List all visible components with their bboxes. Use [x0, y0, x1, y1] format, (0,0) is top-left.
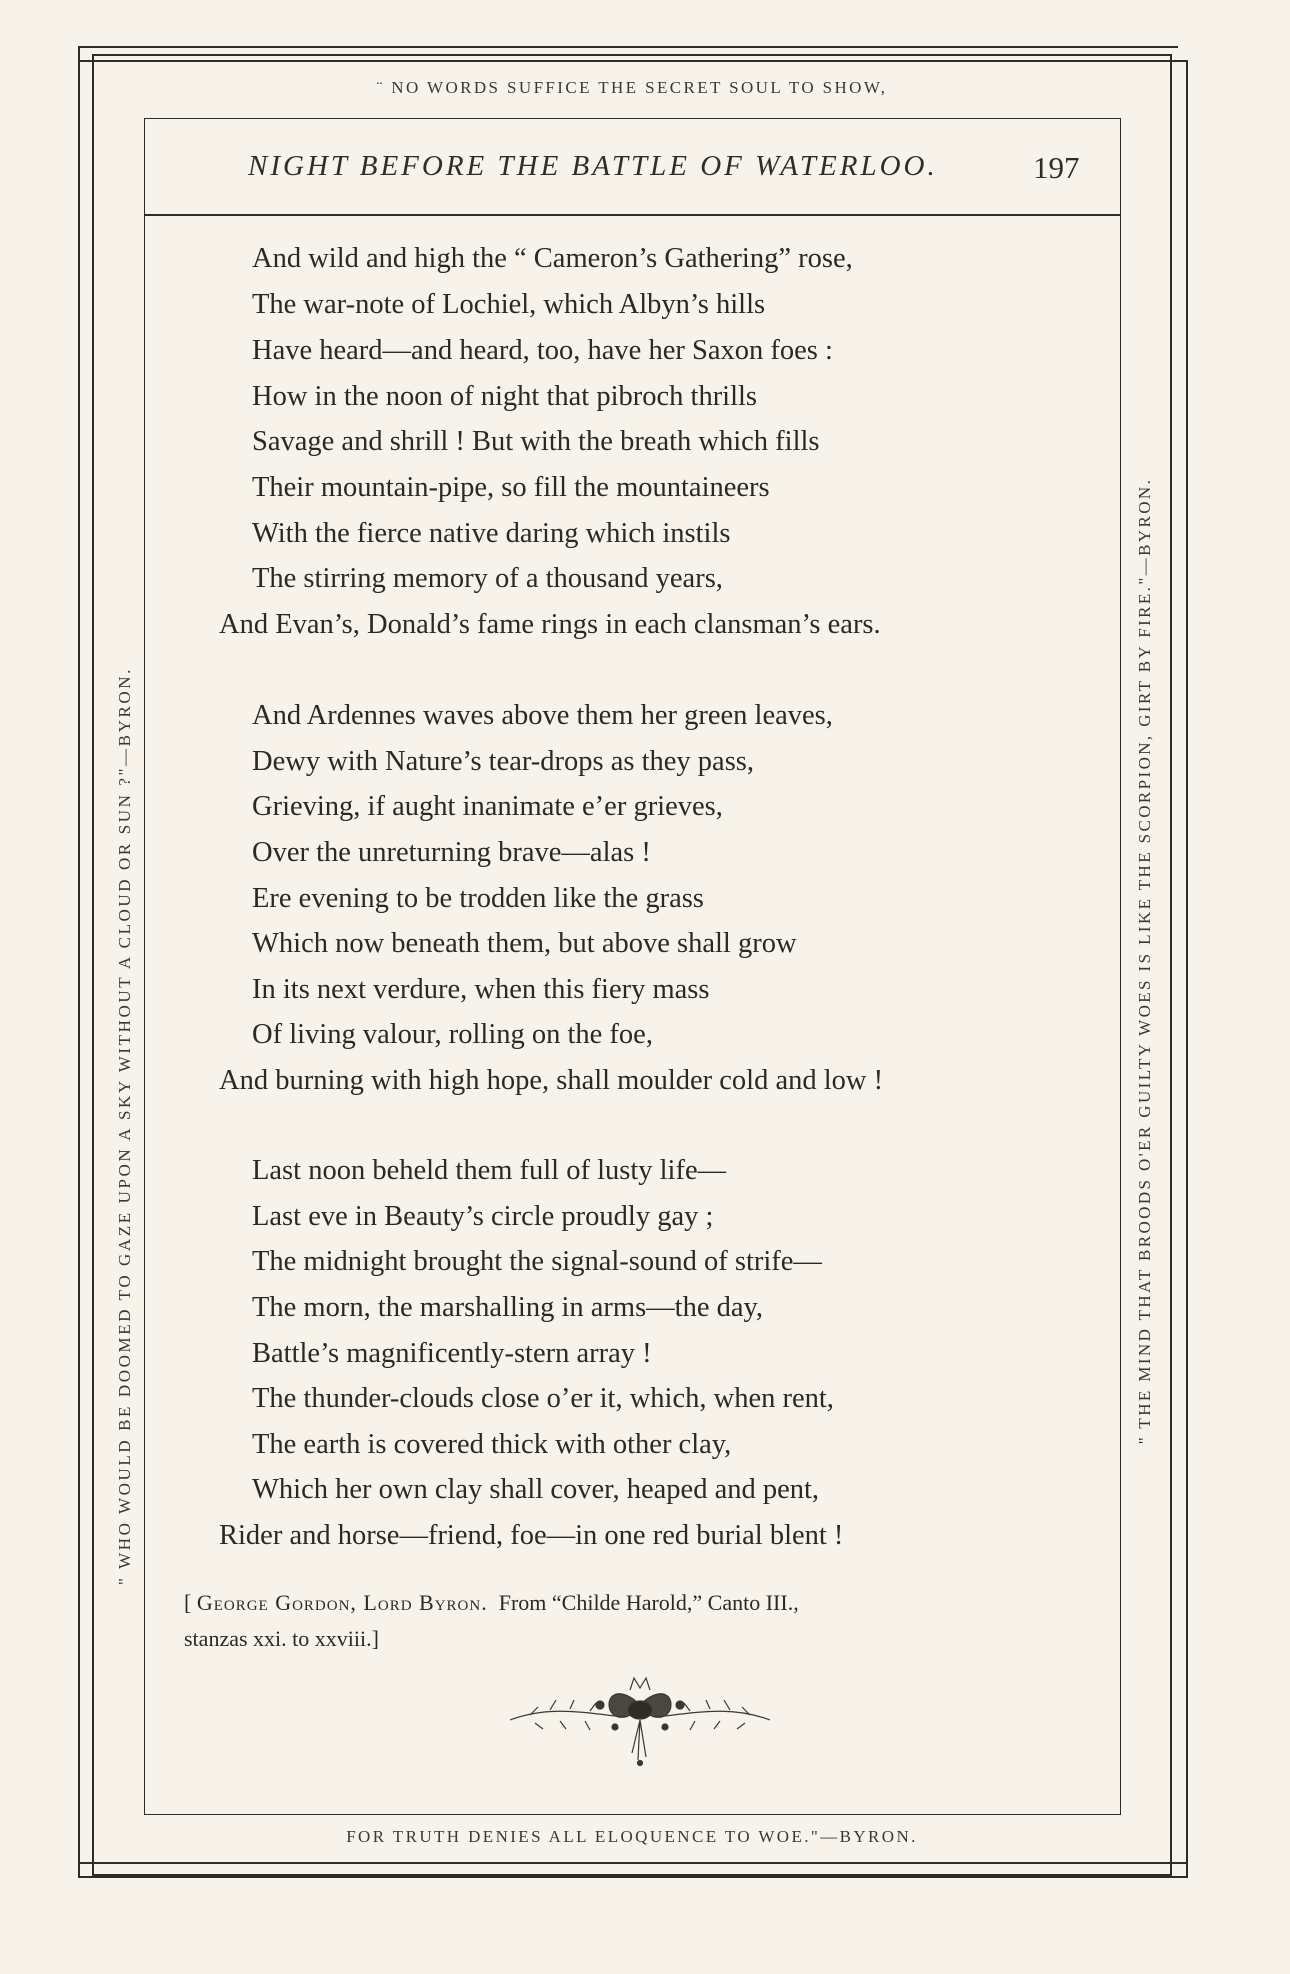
- poem-line: The morn, the marshalling in arms—the day,: [252, 1292, 764, 1323]
- poem-line: Battle’s magnificently-stern array !: [252, 1338, 652, 1369]
- border-quote-top: ¨ NO WORDS SUFFICE THE SECRET SOUL TO SHOW,: [376, 78, 888, 97]
- poem-line: And burning with high hope, shall moulder cold and low !: [219, 1065, 884, 1096]
- attribution-stanzas: stanzas xxi. to xxviii.]: [184, 1626, 379, 1651]
- poem-line: The stirring memory of a thousand years,: [252, 563, 723, 594]
- poem-line: The earth is covered thick with other clay,: [252, 1429, 732, 1460]
- floral-ornament: [490, 1665, 790, 1775]
- poem-line: Which her own clay shall cover, heaped and pent,: [252, 1474, 820, 1505]
- header-rule: [144, 214, 1121, 216]
- poem-line: Which now beneath them, but above shall grow: [252, 928, 797, 959]
- page-header: [144, 150, 1121, 200]
- top-rule-1: [78, 46, 1178, 48]
- poem-line: Have heard—and heard, too, have her Saxon foes :: [252, 335, 833, 366]
- attribution: [184, 1585, 1084, 1657]
- poem-line: And Ardennes waves above them her green leaves,: [252, 700, 833, 731]
- poem-line: In its next verdure, when this fiery mass: [252, 974, 710, 1005]
- attribution-author: George Gordon, Lord Byron.: [196, 1590, 488, 1615]
- poem-line: The thunder-clouds close o’er it, which, when rent,: [252, 1383, 834, 1414]
- poem-line: Grieving, if aught inanimate e’er grieves,: [252, 791, 723, 822]
- poem-line: Last eve in Beauty’s circle proudly gay ;: [252, 1201, 714, 1232]
- border-quote-left: " WHO WOULD BE DOOMED TO GAZE UPON A SKY WITHOUT A CLOUD OR SUN ?"—BYRON.: [115, 667, 134, 1586]
- poem-line: Rider and horse—friend, foe—in one red burial blent !: [219, 1520, 844, 1551]
- border-quote-bottom: FOR TRUTH DENIES ALL ELOQUENCE TO WOE."—BYRON.: [346, 1827, 918, 1846]
- poem-line: Savage and shrill ! But with the breath which fills: [252, 426, 820, 457]
- poem-line: The war-note of Lochiel, which Albyn’s hills: [252, 289, 766, 320]
- attribution-bracket: [: [184, 1590, 192, 1615]
- poem-line: Dewy with Nature’s tear-drops as they pass,: [252, 746, 755, 777]
- poem-line: With the fierce native daring which instils: [252, 518, 731, 549]
- attribution-source: From “Childe Harold,” Canto III.,: [498, 1590, 799, 1615]
- poem-line: Of living valour, rolling on the foe,: [252, 1019, 653, 1050]
- poem-line: And wild and high the “ Cameron’s Gathering” rose,: [252, 243, 853, 274]
- poem-line: And Evan’s, Donald’s fame rings in each clansman’s ears.: [219, 609, 881, 640]
- inner-frame: [144, 118, 1121, 1815]
- running-title: NIGHT BEFORE THE BATTLE OF WATERLOO.: [248, 150, 938, 182]
- page-number: 197: [1033, 150, 1080, 185]
- poem-line: How in the noon of night that pibroch thrills: [252, 381, 758, 412]
- poem-line: Their mountain-pipe, so fill the mountaineers: [252, 472, 770, 503]
- left-rule: [78, 46, 80, 1878]
- right-rule: [1186, 60, 1188, 1878]
- poem-line: Last noon beheld them full of lusty life—: [252, 1155, 727, 1186]
- poem-line: Ere evening to be trodden like the grass: [252, 883, 704, 914]
- poem-line: Over the unreturning brave—alas !: [252, 837, 651, 868]
- bottom-rule-2: [78, 1876, 1188, 1878]
- border-quote-right: " THE MIND THAT BROODS O'ER GUILTY WOES IS LIKE THE SCORPION, GIRT BY FIRE."—BYRON.: [1135, 477, 1154, 1445]
- poem-line: The midnight brought the signal-sound of strife—: [252, 1246, 822, 1277]
